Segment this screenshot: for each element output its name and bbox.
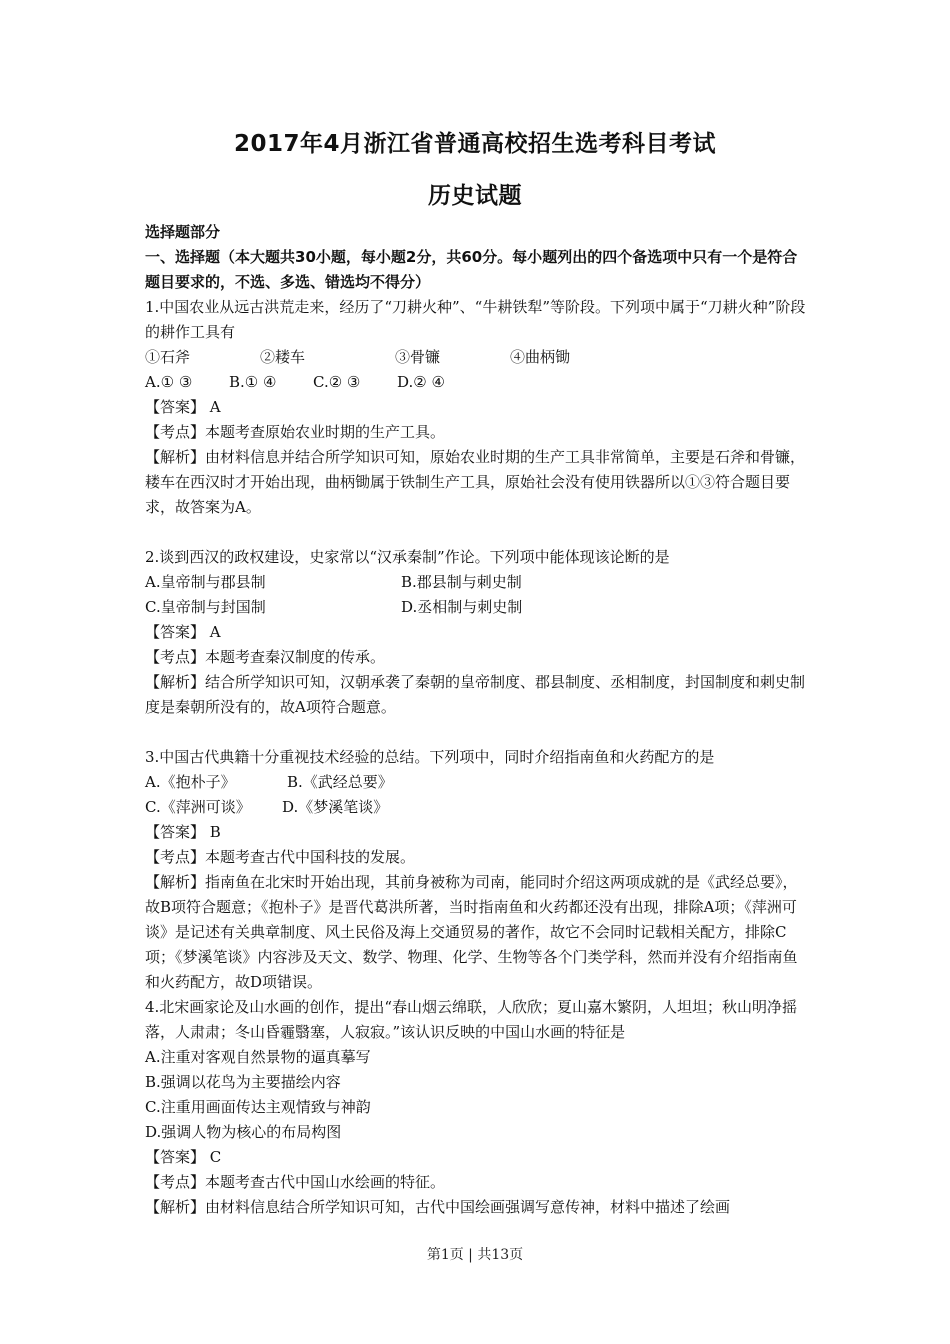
option: A.《抱朴子》 [145, 773, 236, 791]
document-subtitle: 历史试题 [428, 183, 522, 209]
question-2 [145, 545, 807, 720]
option: B.郡县制与刺史制 [401, 573, 522, 591]
page-footer: 第1页 | 共13页 [426, 1247, 524, 1263]
list-item: ③骨镰 [395, 348, 441, 366]
question-4 [145, 995, 807, 1220]
option: C.皇帝制与封国制 [145, 598, 266, 616]
answer: 【答案】 A [145, 623, 221, 641]
option: A.注重对客观自然景物的逼真摹写 [145, 1048, 371, 1066]
option: B.① ④ [229, 373, 277, 391]
exam-point: 【考点】本题考查秦汉制度的传承。 [145, 648, 386, 666]
option: A.① ③ [145, 373, 193, 391]
question-1 [145, 295, 807, 520]
document-body [145, 220, 807, 1220]
option-list [145, 370, 807, 395]
question-stem: 2.谈到西汉的政权建设，史家常以“汉承秦制”作论。下列项中能体现该论断的是 [145, 548, 670, 566]
question-stem: 1.中国农业从远古洪荒走来，经历了“刀耕火种”、“牛耕铁犁”等阶段。下列项中属于“刀耕火种”阶段的耕作工具有 [145, 298, 806, 341]
analysis: 【解析】结合所学知识可知，汉朝承袭了秦朝的皇帝制度、郡县制度、丞相制度，封国制度和刺史制度是秦朝所没有的，故A项符合题意。 [145, 673, 806, 716]
option: D.《梦溪笔谈》 [282, 798, 389, 816]
question-3 [145, 745, 807, 995]
option-list [145, 795, 807, 820]
option-list [145, 595, 807, 620]
option: B.《武经总要》 [287, 773, 393, 791]
answer: 【答案】 B [145, 823, 221, 841]
option: D.强调人物为核心的布局构图 [145, 1123, 342, 1141]
option: A.皇帝制与郡县制 [145, 573, 266, 591]
option: D.丞相制与刺史制 [401, 598, 523, 616]
option-list [145, 570, 807, 595]
item-list [145, 345, 807, 370]
option: B.强调以花鸟为主要描绘内容 [145, 1073, 341, 1091]
section-label: 选择题部分 [145, 223, 221, 241]
exam-point: 【考点】本题考查古代中国山水绘画的特征。 [145, 1173, 446, 1191]
analysis: 【解析】由材料信息并结合所学知识可知，原始农业时期的生产工具非常简单，主要是石斧和骨镰，耧车在西汉时才开始出现，曲柄锄属于铁制生产工具，原始社会没有使用铁器所以①③符合题目要求，故答案为A。 [145, 448, 806, 516]
option-list [145, 770, 807, 795]
list-item: ②耧车 [260, 348, 306, 366]
option: C.② ③ [313, 373, 361, 391]
option: C.《萍洲可谈》 [145, 798, 251, 816]
exam-point: 【考点】本题考查古代中国科技的发展。 [145, 848, 416, 866]
list-item: ④曲柄锄 [510, 348, 571, 366]
option: C.注重用画面传达主观情致与神韵 [145, 1098, 371, 1116]
answer: 【答案】 A [145, 398, 221, 416]
analysis: 【解析】由材料信息结合所学知识可知，古代中国绘画强调写意传神，材料中描述了绘画 [145, 1198, 731, 1216]
section-instruction: 一、选择题（本大题共30小题，每小题2分，共60分。每小题列出的四个备选项中只有一个是符合题目要求的，不选、多选、错选均不得分） [145, 248, 798, 291]
list-item: ①石斧 [145, 348, 191, 366]
document-title: 2017年4月浙江省普通高校招生选考科目考试 [233, 131, 717, 157]
analysis: 【解析】指南鱼在北宋时开始出现，其前身被称为司南，能同时介绍这两项成就的是《武经总要》，故B项符合题意；《抱朴子》是晋代葛洪所著，当时指南鱼和火药都还没有出现，排除A项；《萍洲可谈》是记述有关典章制度、风土民俗及海上交通贸易的著作，故它不会同时记载相关配方，排除C项；《梦溪笔谈》内容涉及天文、数学、物理、化学、生物等各个门类学科，然而并没有介绍指南鱼和火药配方，故D项错误。 [145, 873, 798, 991]
option: D.② ④ [397, 373, 445, 391]
question-stem: 3.中国古代典籍十分重视技术经验的总结。下列项中，同时介绍指南鱼和火药配方的是 [145, 748, 715, 766]
exam-point: 【考点】本题考查原始农业时期的生产工具。 [145, 423, 446, 441]
answer: 【答案】 C [145, 1148, 222, 1166]
question-stem: 4.北宋画家论及山水画的创作，提出“春山烟云绵联，人欣欣；夏山嘉木繁阴，人坦坦；秋山明净摇落，人肃肃；冬山昏霾翳塞，人寂寂。”该认识反映的中国山水画的特征是 [145, 998, 797, 1041]
